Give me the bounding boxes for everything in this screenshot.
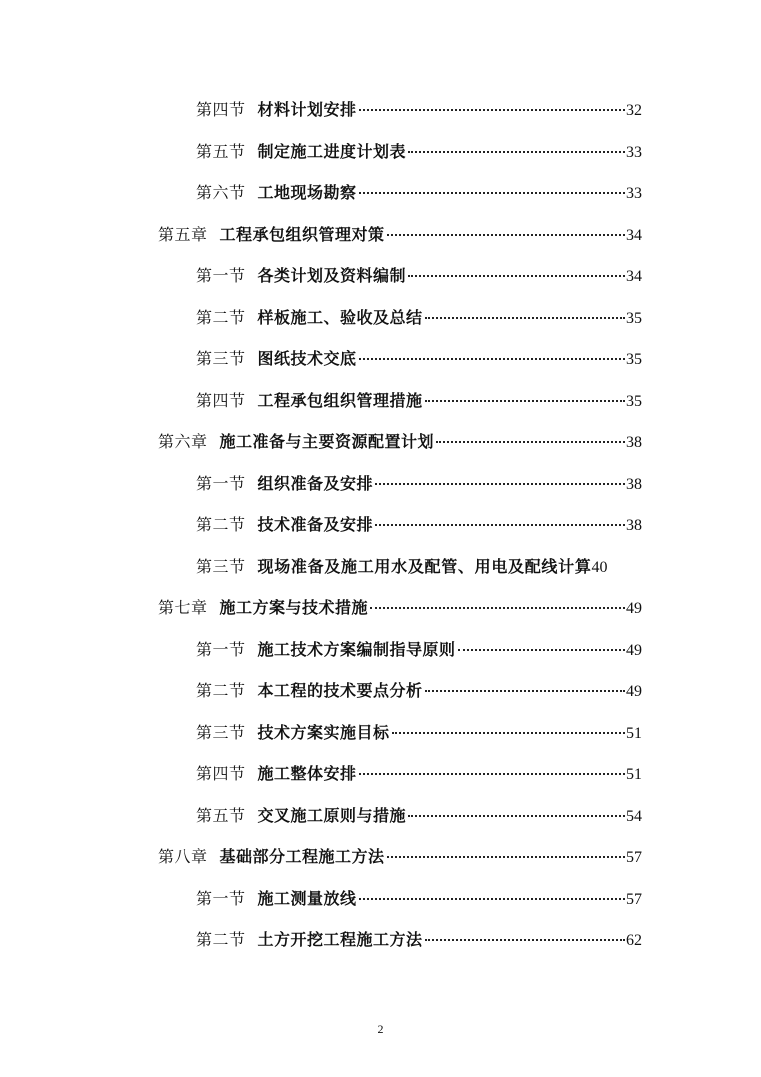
toc-leader-dots: [408, 815, 625, 817]
toc-entry-label: 第三节: [196, 723, 246, 742]
toc-leader-dots: [392, 732, 625, 734]
toc-entry[interactable]: [196, 637, 642, 663]
toc-entry-label: 第四节: [196, 391, 246, 410]
toc-entry-label: 第一节: [196, 474, 246, 493]
toc-entry-label: 第二节: [196, 308, 246, 327]
toc-entry-label: 第四节: [196, 100, 246, 119]
toc-leader-dots: [387, 234, 625, 236]
toc-entry[interactable]: [196, 512, 642, 538]
toc-entry-title: 工程承包组织管理对策: [219, 225, 385, 244]
toc-chapter-entry[interactable]: [158, 844, 642, 870]
toc-entry-title: 材料计划安排: [257, 100, 357, 119]
toc-entry-page: 49: [626, 683, 642, 700]
toc-entry[interactable]: [196, 803, 642, 829]
toc-entry-page: 34: [626, 268, 642, 285]
toc-leader-dots: [375, 524, 625, 526]
toc-entry-label: 第一节: [196, 266, 246, 285]
toc-entry-page: 35: [626, 310, 642, 327]
page-number: 2: [377, 1022, 384, 1036]
toc-leader-dots: [359, 898, 625, 900]
toc-entry[interactable]: [196, 263, 642, 289]
toc-entry-page: 38: [626, 476, 642, 493]
toc-entry-title: 施工技术方案编制指导原则: [257, 640, 456, 659]
toc-chapter-entry[interactable]: [158, 222, 642, 248]
toc-entry[interactable]: [196, 678, 642, 704]
toc-entry-page: 62: [626, 932, 642, 949]
toc-entry-title: 土方开挖工程施工方法: [257, 930, 423, 949]
toc-leader-dots: [387, 856, 625, 858]
toc-entry[interactable]: [196, 388, 642, 414]
toc-entry-title: 各类计划及资料编制: [257, 266, 407, 285]
toc-entry-page: 54: [626, 808, 642, 825]
toc-entry-title: 图纸技术交底: [257, 349, 357, 368]
toc-entry-label: 第五节: [196, 806, 246, 825]
toc-entry-label: 第六节: [196, 183, 246, 202]
toc-leader-dots: [359, 358, 625, 360]
toc-entry-page: 49: [626, 642, 642, 659]
toc-leader-dots: [408, 151, 625, 153]
toc-entry-title: 制定施工进度计划表: [257, 142, 407, 161]
toc-entry[interactable]: [196, 927, 642, 953]
toc-entry-title: 技术方案实施目标: [257, 723, 390, 742]
toc-entry-label: 第三节: [196, 349, 246, 368]
toc-entry-label: 第一节: [196, 640, 246, 659]
toc-leader-dots: [359, 109, 625, 111]
toc-entry-label: 第七章: [158, 598, 208, 617]
toc-entry[interactable]: [196, 346, 642, 372]
toc-entry-page: 57: [626, 849, 642, 866]
toc-entry-title: 现场准备及施工用水及配管、用电及配线计算: [257, 557, 592, 576]
toc-leader-dots: [370, 607, 625, 609]
toc-leader-dots: [359, 773, 625, 775]
toc-entry-page: 51: [626, 725, 642, 742]
toc-entry-title: 施工整体安排: [257, 764, 357, 783]
toc-entry-title: 样板施工、验收及总结: [257, 308, 423, 327]
toc-entry-page: 38: [626, 434, 642, 451]
toc-entry-title: 施工准备与主要资源配置计划: [219, 432, 435, 451]
toc-leader-dots: [458, 649, 625, 651]
toc-entry[interactable]: [196, 886, 642, 912]
toc-entry-title: 基础部分工程施工方法: [219, 847, 385, 866]
toc-entry-label: 第二节: [196, 515, 246, 534]
toc-entry[interactable]: [196, 305, 642, 331]
toc-entry-title: 工程承包组织管理措施: [257, 391, 423, 410]
toc-leader-dots: [425, 400, 625, 402]
toc-leader-dots: [359, 192, 625, 194]
toc-entry-page: 49: [626, 600, 642, 617]
toc-entry-label: 第五章: [158, 225, 208, 244]
toc-chapter-entry[interactable]: [158, 429, 642, 455]
toc-entry-page: 33: [626, 185, 642, 202]
toc-entry-label: 第二节: [196, 930, 246, 949]
toc-entry-label: 第一节: [196, 889, 246, 908]
toc-entry-page: 35: [626, 351, 642, 368]
toc-entry-page: 33: [626, 144, 642, 161]
toc-entry[interactable]: [196, 761, 642, 787]
toc-leader-dots: [425, 939, 625, 941]
toc-leader-dots: [436, 441, 625, 443]
toc-leader-dots: [425, 690, 625, 692]
toc-entry-page: 40: [591, 559, 608, 576]
toc-entry[interactable]: [196, 139, 642, 165]
toc-entry-page: 38: [626, 517, 642, 534]
toc-chapter-entry[interactable]: [158, 595, 642, 621]
toc-entry-title: 技术准备及安排: [257, 515, 374, 534]
toc-leader-dots: [375, 483, 625, 485]
toc-entry-label: 第八章: [158, 847, 208, 866]
toc-leader-dots: [408, 275, 625, 277]
toc-entry[interactable]: [196, 720, 642, 746]
toc-entry-title: 施工测量放线: [257, 889, 357, 908]
toc-entry[interactable]: [196, 97, 642, 123]
toc-entry-label: 第六章: [158, 432, 208, 451]
toc-entry[interactable]: [196, 471, 642, 497]
toc-entry-page: 57: [626, 891, 642, 908]
toc-entry-page: 35: [626, 393, 642, 410]
toc-entry-title: 本工程的技术要点分析: [257, 681, 423, 700]
toc-leader-dots: [425, 317, 625, 319]
toc-entry-label: 第三节: [196, 557, 246, 576]
toc-entry-label: 第二节: [196, 681, 246, 700]
toc-entry-page: 32: [626, 102, 642, 119]
toc-entry[interactable]: [196, 554, 656, 580]
toc-entry-page: 34: [626, 227, 642, 244]
toc-entry-title: 施工方案与技术措施: [219, 598, 369, 617]
toc-entry-title: 组织准备及安排: [257, 474, 374, 493]
toc-entry-title: 工地现场勘察: [257, 183, 357, 202]
toc-entry-label: 第四节: [196, 764, 246, 783]
toc-entry-label: 第五节: [196, 142, 246, 161]
toc-entry-title: 交叉施工原则与措施: [257, 806, 407, 825]
toc-entry-page: 51: [626, 766, 642, 783]
toc-entry[interactable]: [196, 180, 642, 206]
